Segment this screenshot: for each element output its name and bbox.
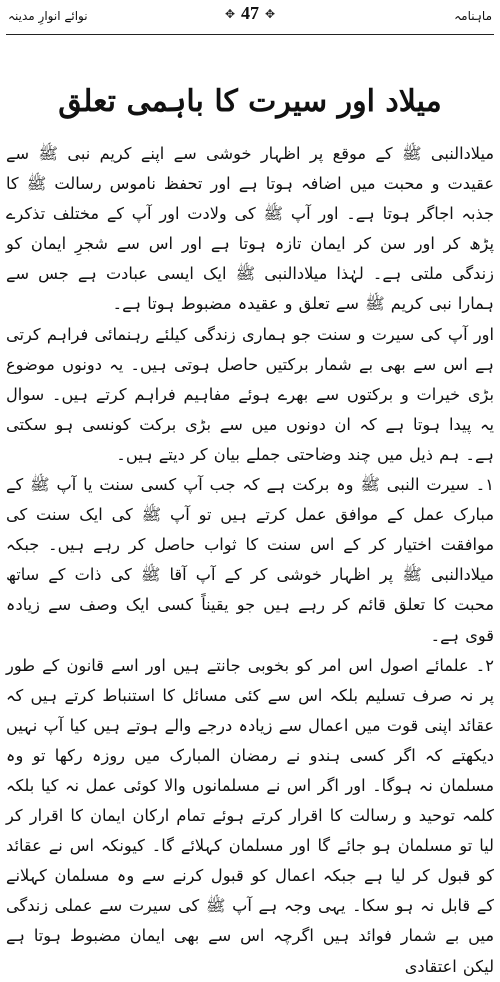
- article-title: میلاد اور سیرت کا باہمی تعلق: [58, 84, 442, 119]
- ornament-left-icon: ✥: [224, 6, 235, 21]
- ornament-right-icon: ✥: [265, 6, 276, 21]
- magazine-name-label: نوائے انوارِ مدینہ: [8, 9, 88, 23]
- magazine-type-label: ماہنامہ: [454, 9, 492, 23]
- page-number: 47: [241, 3, 259, 23]
- page-header: [6, 0, 494, 35]
- page-number-ornament: [225, 3, 275, 24]
- paragraph: اور آپ کی سیرت و سنت جو ہماری زندگی کیلئے رہنمائی فراہم کرتی ہے اس سے بھی بے شمار برکتیں حاصل ہوتی ہیں۔ یہ دونوں موضوع بڑی خیرات و برکتوں سے بھرے ہوئے مفاہیم فراہم کرتے ہیں۔ سوال یہ پیدا ہوتا ہے کہ ان دونوں میں سے بڑی برکت کونسی ہو سکتی ہے۔ ہم ذیل میں چند وضاحتی جملے بیان کر دیتے ہیں۔: [6, 324, 494, 464]
- article-body: [6, 139, 494, 982]
- paragraph: میلادالنبی ﷺ کے موقع پر اظہار خوشی سے اپنے کریم نبی ﷺ سے عقیدت و محبت میں اضافہ ہوتا ہے اور تحفظ ناموس رسالت ﷺ کا جذبہ اجاگر ہوتا ہے۔ اور آپ ﷺ کی ولادت اور آپ کے مختلف تذکرے پڑھ کر اور سن کر ایمان تازہ ہوتا ہے اور اس سے شجرِ ایمان کو زندگی ملتی ہے۔ لہٰذا میلادالنبی ﷺ ایک ایسی عبادت ہے جس سے ہمارا نبی کریم ﷺ سے تعلق و عقیدہ مضبوط ہوتا ہے۔: [6, 144, 494, 314]
- paragraph: ۲۔ علمائے اصول اس امر کو بخوبی جانتے ہیں اور اسے قانون کے طور پر نہ صرف تسلیم بلکہ اس سے کئی مسائل کا استنباط کرتے ہیں کہ عقائد اپنی قوت میں اعمال سے زیادہ درجے والے ہوتے ہیں کیا آپ نہیں دیکھتے کہ اگر کسی ہندو نے رمضان المبارک میں روزہ رکھا تو وہ مسلمان نہ ہوگا۔ اور اگر اس نے مسلمانوں والا کوئی عمل نہ کیا بلکہ کلمہ توحید و رسالت کا اقرار کرتے ہوئے تمام ارکان ایمان کا اقرار کر لیا تو مسلمان ہو جائے گا اور مسلمان کہلائے گا۔ کیونکہ اس نے عقائد کو قبول کر لیا ہے جبکہ اعمال کو قبول کرنے سے وہ مسلمان کہلانے کے قابل نہ ہو سکا۔ یہی وجہ ہے آپ ﷺ کی سیرت سے عملی زندگی میں بے شمار فوائد ہیں اگرچہ اس سے بھی ایمان مضبوط ہوتا ہے لیکن اعتقادی: [6, 655, 494, 976]
- paragraph: ۱۔ سیرت النبی ﷺ وہ برکت ہے کہ جب آپ کسی سنت یا آپ ﷺ کے مبارک عمل کے موافق عمل کرتے ہیں تو آپ ﷺ کی ایک سنت کی موافقت اختیار کر کے اس سنت کا ثواب حاصل کر رہے ہیں۔ جبکہ میلادالنبی ﷺ پر اظہار خوشی کر کے آپ آقا ﷺ کی ذات کے ساتھ محبت کا تعلق قائم کر رہے ہیں جو یقیناً کسی ایک وصف سے زیادہ قوی ہے۔: [6, 475, 494, 645]
